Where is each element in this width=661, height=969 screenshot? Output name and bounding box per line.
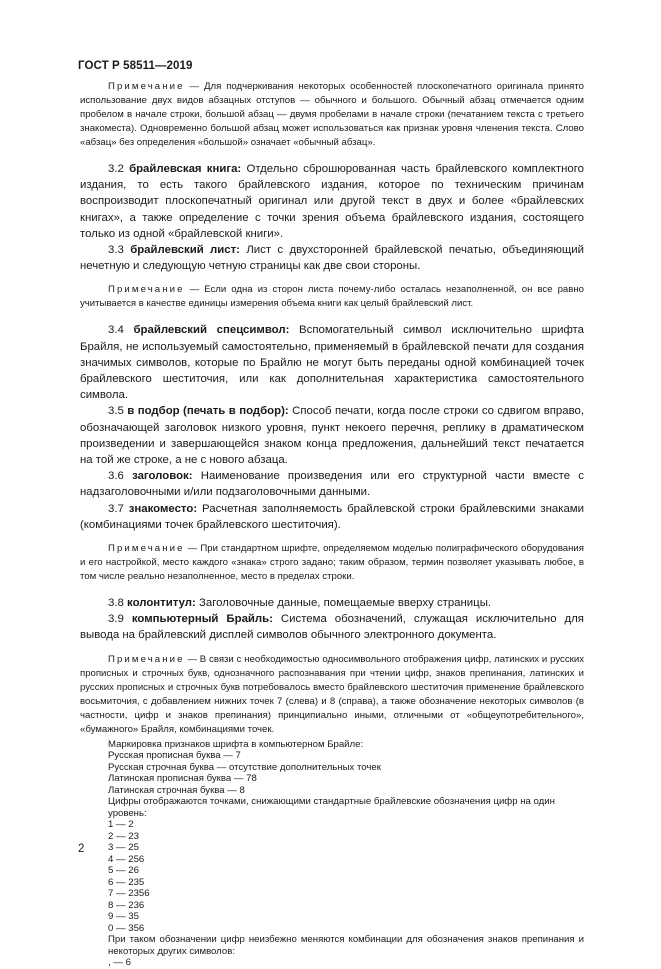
term-number: 3.6	[108, 470, 124, 483]
note-label: Примечание	[108, 653, 185, 665]
term-3-6	[80, 468, 584, 500]
term-title: в подбор (печать в подбор):	[127, 405, 289, 418]
page-number: 2	[78, 843, 85, 855]
digit-item: 6 — 235	[108, 876, 145, 888]
term-definition: Расчетная заполняемость брайлевской строки брайлевскими знаками (комбинациями точек брайлевского шеститочия).	[80, 502, 584, 531]
term-3-7	[80, 501, 584, 533]
note-paragraph-1	[80, 80, 584, 150]
term-number: 3.3	[108, 244, 124, 257]
term-number: 3.7	[108, 502, 124, 515]
term-definition: Заголовочные данные, помещаемые вверху страницы.	[195, 597, 492, 610]
term-number: 3.9	[108, 613, 124, 626]
digit-item: 7 — 2356	[108, 888, 150, 900]
note-label: Примечание	[108, 81, 185, 92]
term-title: знакоместо:	[128, 502, 198, 515]
punctuation-list	[80, 957, 584, 969]
digit-item: 0 — 356	[108, 922, 145, 934]
term-number: 3.8	[108, 597, 124, 610]
term-3-4	[80, 322, 584, 403]
term-title: брайлевский спецсимвол:	[133, 324, 290, 337]
note-paragraph-2	[80, 283, 584, 311]
term-3-2	[80, 161, 584, 242]
note-label: Примечание	[108, 284, 185, 296]
digits-intro: Цифры отображаются точками, снижающими стандартные брайлевские обозначения цифр на один уровень:	[108, 796, 555, 819]
note-label: Примечание	[108, 543, 185, 555]
term-title: колонтитул:	[127, 597, 196, 610]
term-title: заголовок:	[132, 470, 193, 483]
term-3-9	[80, 611, 584, 643]
note-text: — Для подчеркивания некоторых особенностей плоскопечатного оригинала принято использование двух видов абзацных отступов — обычного и большого. Обычный абзац отмечается одним пробелом в начале строки, большой абзац — двумя пробелами в начале строки (печатанием текста с третьего знакоместа). Одновременно большой абзац может использоваться как признак уровня членения текста. Слово «абзац» без определения «большой» означает «обычный абзац».	[80, 81, 584, 148]
digit-item: 3 — 25	[108, 842, 139, 854]
note-paragraph-3	[80, 542, 584, 584]
term-definition: Система обозначений, служащая исключительно для вывода на брайлевский дисплей символов обычного электронного документа.	[80, 613, 584, 642]
marking-item: Русская строчная буква — отсутствие дополнительных точек	[108, 761, 381, 773]
term-number: 3.5	[108, 405, 124, 418]
punctuation-item: , — 6	[108, 957, 131, 969]
note-text: — В связи с необходимостью односимвольного отображения цифр, латинских и русских прописных и строчных букв, однозначного распознавания при чтении цифр, знаков препинания, латинских и русских прописных и строчных букв потребовалось вместо брайлевского шеститочия применение брайлевского восьмиточия, с добавлением нижних точек 7 (слева) и 8 (справа), а также обозначение некоторых символов (в частности, цифр и знаков препинания) принципиально иными, отличными от «общеупотребительного», «бумажного» Брайля, комбинациями точек.	[80, 653, 584, 735]
marking-item: Латинская строчная буква — 8	[108, 784, 245, 796]
term-3-3	[80, 242, 584, 274]
digit-item: 4 — 256	[108, 853, 145, 865]
digit-item: 1 — 2	[108, 819, 134, 831]
term-definition: Лист с двухсторонней брайлевской печатью, объединяющий нечетную и следующую четную страницы как две свои стороны.	[80, 244, 584, 273]
digit-item: 9 — 35	[108, 911, 139, 923]
term-number: 3.4	[108, 324, 124, 337]
note-text: — При стандартном шрифте, определяемом моделью полиграфического оборудования и его настройкой, место каждого «знака» строго задано; таким образом, термин позволяет указывать любое, в том числе реально незаполненное, место в пределах строки.	[80, 543, 584, 583]
marking-intro: Маркировка признаков шрифта в компьютерном Брайле:	[108, 738, 364, 750]
term-3-5	[80, 403, 584, 468]
closing-paragraph: При таком обозначении цифр неизбежно меняются комбинации для обозначения знаков препинания и некоторых других символов:	[108, 934, 584, 957]
digits-list	[80, 819, 584, 934]
term-title: брайлевский лист:	[130, 244, 240, 257]
document-body	[80, 80, 584, 969]
marking-list	[80, 750, 584, 796]
term-definition: Вспомогательный символ исключительно шрифта Брайля, не используемый самостоятельно, применяемый в брайлевской печати для создания значимых символов, которые по Брайлю не могут быть переданы одной комбинацией точек брайлевского шеститочия, или как дополнительная характеристика самостоятельного символа.	[80, 324, 584, 402]
term-definition: Отдельно сброшюрованная часть брайлевского комплектного издания, то есть такого брайлевского издания, которое по техническим причинам воспроизводит плоскопечатный оригинал или другой текст в двух и более «брайлевских книгах», а также определение с точки зрения объема брайлевского издания, состоящего только из одной «брайлевской книги».	[80, 163, 584, 240]
term-title: брайлевская книга:	[129, 163, 242, 175]
marking-item: Латинская прописная буква — 78	[108, 773, 257, 785]
digit-item: 5 — 26	[108, 865, 139, 877]
term-definition: Способ печати, когда после строки со сдвигом вправо, обозначающей заголовок низкого уровня, пункт некоего перечня, реплику в драматическом произведении и завершающейся знаком конца предложения, дальнейший текст печатается на той же строке, а не с нового абзаца.	[80, 405, 585, 467]
note-paragraph-4	[80, 653, 584, 737]
term-number: 3.2	[108, 163, 124, 175]
term-definition: Наименование произведения или его структурной части вместе с надзаголовочными и/или подзаголовочными данными.	[80, 470, 584, 499]
term-title: компьютерный Брайль:	[131, 613, 273, 626]
standard-header: ГОСТ Р 58511—2019	[78, 60, 193, 72]
term-3-8	[80, 595, 584, 611]
note-text: — Если одна из сторон листа почему-либо осталась незаполненной, он все равно учитывается в качестве единицы измерения объема книги как целый брайлевский лист.	[80, 284, 584, 310]
digit-item: 8 — 236	[108, 899, 145, 911]
digit-item: 2 — 23	[108, 830, 139, 842]
marking-item: Русская прописная буква — 7	[108, 750, 241, 762]
